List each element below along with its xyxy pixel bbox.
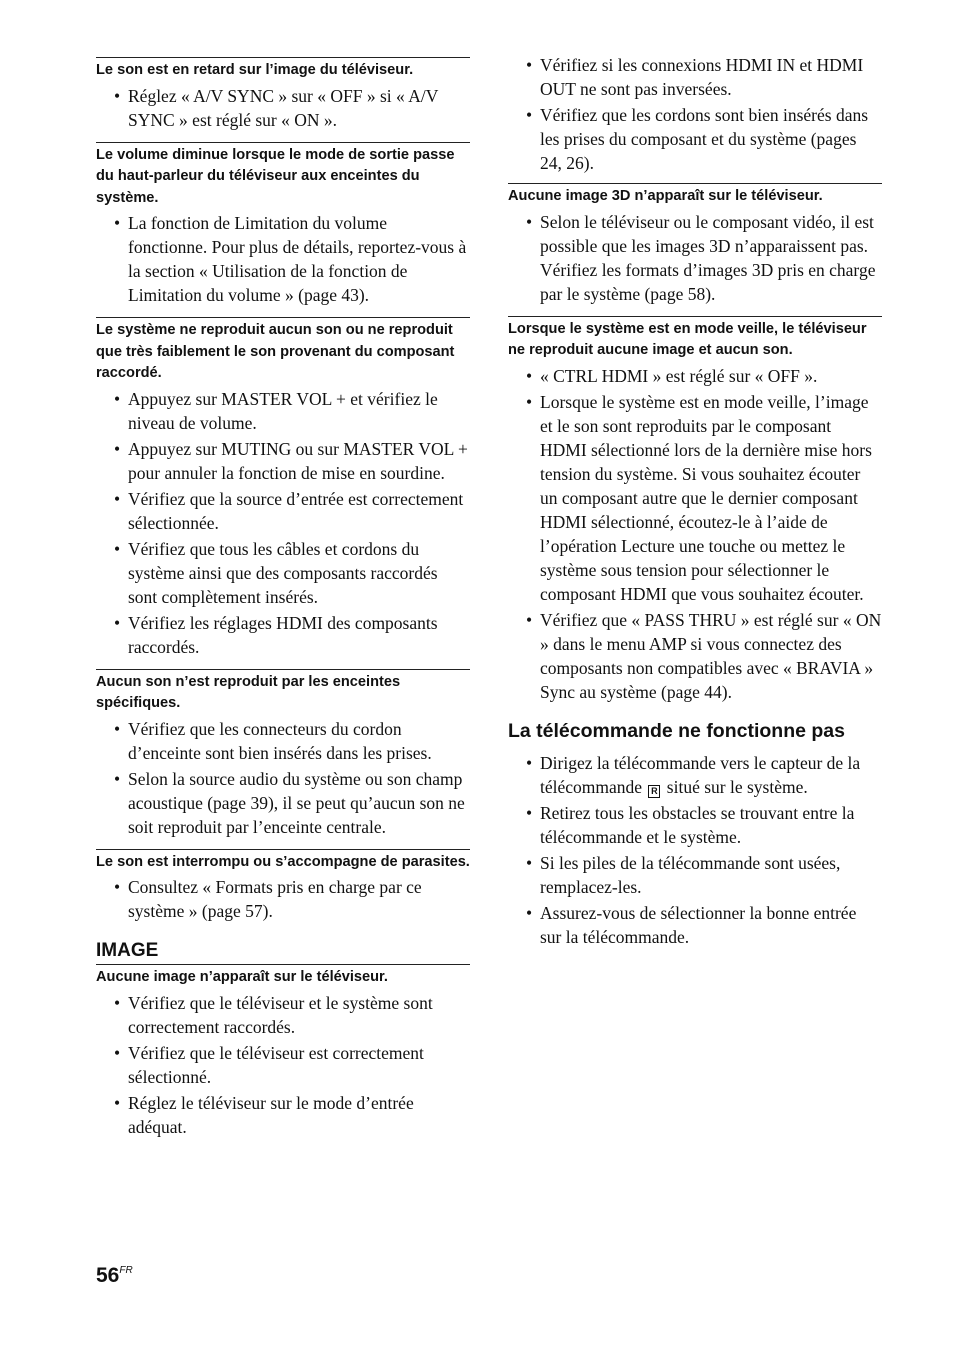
bullet-icon: • (526, 391, 533, 412)
list-item: • Vérifiez que le téléviseur est correctement sélectionné. (114, 1042, 424, 1087)
bullet-icon: • (114, 388, 121, 409)
right-column (508, 51, 882, 949)
bullet-icon: • (526, 105, 533, 125)
troubleshoot-section (96, 849, 470, 924)
bullet-list (96, 875, 470, 923)
bullet-icon: • (114, 1092, 121, 1113)
list-item: • Si les piles de la télécommande sont usées, remplacez-les. (526, 852, 841, 897)
remote-sensor-icon: R (648, 785, 660, 798)
bullet-icon: • (526, 211, 533, 232)
list-item: • Consultez « Formats pris en charge par ce système » (page 57). (114, 877, 422, 921)
section-title: Aucun son n’est reproduit par les enceintes spécifiques. (96, 673, 401, 711)
left-sections-image (96, 964, 470, 1139)
troubleshoot-section (96, 142, 470, 308)
left-sections-sound (96, 57, 470, 923)
heading-remote: La télécommande ne fonctionne pas (508, 719, 845, 742)
bullet-icon: • (526, 609, 533, 630)
bullet-icon: • (526, 55, 533, 75)
list-item: • Réglez le téléviseur sur le mode d’entrée adéquat. (114, 1092, 414, 1137)
list-item: • Vérifiez que « PASS THRU » est réglé sur « ON » dans le menu AMP si vous connectez des composants non compatibles avec « BRAVIA » Sync au système (page 44). (526, 609, 882, 702)
bullet-list (96, 84, 470, 132)
list-item: • Assurez-vous de sélectionner la bonne entrée sur la télécommande. (526, 902, 857, 947)
section-title: Lorsque le système est en mode veille, le téléviseur ne reproduit aucune image et aucun son. (508, 320, 867, 358)
heading-image: IMAGE (96, 940, 159, 961)
list-item: • Appuyez sur MASTER VOL + et vérifiez le niveau de volume. (114, 388, 438, 433)
list-item: • Retirez tous les obstacles se trouvant entre la télécommande et le système. (526, 802, 855, 847)
troubleshoot-section (96, 57, 470, 132)
bullet-icon: • (114, 213, 121, 233)
section-title: Aucune image 3D n’apparaît sur le téléviseur. (508, 188, 823, 204)
bullet-icon: • (526, 365, 533, 386)
list-item: • Vérifiez que la source d’entrée est correctement sélectionnée. (114, 488, 464, 533)
list-item: • Selon le téléviseur ou le composant vidéo, il est possible que les images 3D n’apparaissent pas. Vérifiez les formats d’images 3D pris en charge par le système (page 58). (526, 211, 876, 304)
section-title: Le son est interrompu ou s’accompagne de parasites. (96, 853, 470, 870)
troubleshoot-section (96, 669, 470, 839)
bullet-icon: • (114, 768, 121, 789)
list-item: • Appuyez sur MUTING ou sur MASTER VOL + pour annuler la fonction de mise en sourdine. (114, 438, 468, 483)
remote-list (508, 751, 882, 949)
list-item: • Réglez « A/V SYNC » sur « OFF » si « A/V SYNC » est réglé sur « ON ». (114, 85, 439, 130)
troubleshoot-section (508, 183, 882, 306)
troubleshoot-section (508, 316, 882, 704)
section-title: Le volume diminue lorsque le mode de sortie passe du haut-parleur du téléviseur aux enceintes du système. (96, 146, 455, 206)
list-item: • Dirigez la télécommande vers le capteur de la télécommande R situé sur le système. (526, 752, 861, 797)
list-item: • Vérifiez si les connexions HDMI IN et HDMI OUT ne sont pas inversées. (526, 55, 864, 99)
list-item: • Selon la source audio du système ou son champ acoustique (page 39), il se peut qu’aucun son ne soit reproduit par l’enceinte centrale. (114, 768, 465, 837)
section-title: Le système ne reproduit aucun son ou ne reproduit que très faiblement le son provenant du composant raccordé. (96, 322, 455, 381)
bullet-list (96, 717, 470, 839)
list-item: • Lorsque le système est en mode veille, l’image et le son sont reproduits par le composant HDMI sélectionné lors de la dernière mise hors tension du système. Si vous souhaitez écouter un composant autre que le dernier composant HDMI sélectionné, écoutez-le à l’aide de l’opération Lecture une touche ou mettez le système sous tension pour sélectionner le composant HDMI que vous souhaitez écouter. (526, 391, 872, 604)
list-item: • Vérifiez les réglages HDMI des composants raccordés. (114, 612, 438, 657)
right-sections (508, 183, 882, 704)
bullet-icon: • (114, 718, 121, 739)
bullet-icon: • (114, 1042, 121, 1063)
section-title: Aucune image n’apparaît sur le téléviseur. (96, 969, 388, 985)
list-item: • La fonction de Limitation du volume fonctionne. Pour plus de détails, reportez-vous à la section « Utilisation de la fonction de Limitation du volume » (page 43). (114, 213, 467, 305)
bullet-list (96, 211, 470, 307)
troubleshoot-section (96, 317, 470, 659)
list-item: • « CTRL HDMI » est réglé sur « OFF ». (526, 365, 818, 386)
bullet-list (96, 991, 470, 1139)
troubleshoot-section (96, 964, 470, 1139)
bullet-list (96, 387, 470, 659)
continued-list (508, 53, 882, 175)
bullet-icon: • (114, 488, 121, 509)
list-item: • Vérifiez que les cordons sont bien insérés dans les prises du composant et du système (pages 24, 26). (526, 105, 869, 173)
bullet-icon: • (114, 992, 121, 1013)
bullet-icon: • (114, 877, 121, 897)
list-item: • Vérifiez que tous les câbles et cordons du système ainsi que des composants raccordés sont complètement insérés. (114, 538, 438, 607)
bullet-icon: • (114, 85, 121, 106)
bullet-list (508, 364, 882, 704)
bullet-list (508, 210, 882, 306)
left-column (96, 57, 470, 1139)
section-title: Le son est en retard sur l’image du téléviseur. (96, 62, 414, 78)
bullet-icon: • (114, 612, 121, 633)
bullet-icon: • (114, 538, 121, 559)
bullet-icon: • (114, 438, 121, 459)
page-number: $56^{FR}$ (96, 1264, 133, 1287)
list-item: • Vérifiez que les connecteurs du cordon d’enceinte sont bien insérés dans les prises. (114, 718, 432, 763)
list-item: • Vérifiez que le téléviseur et le système sont correctement raccordés. (114, 992, 433, 1037)
